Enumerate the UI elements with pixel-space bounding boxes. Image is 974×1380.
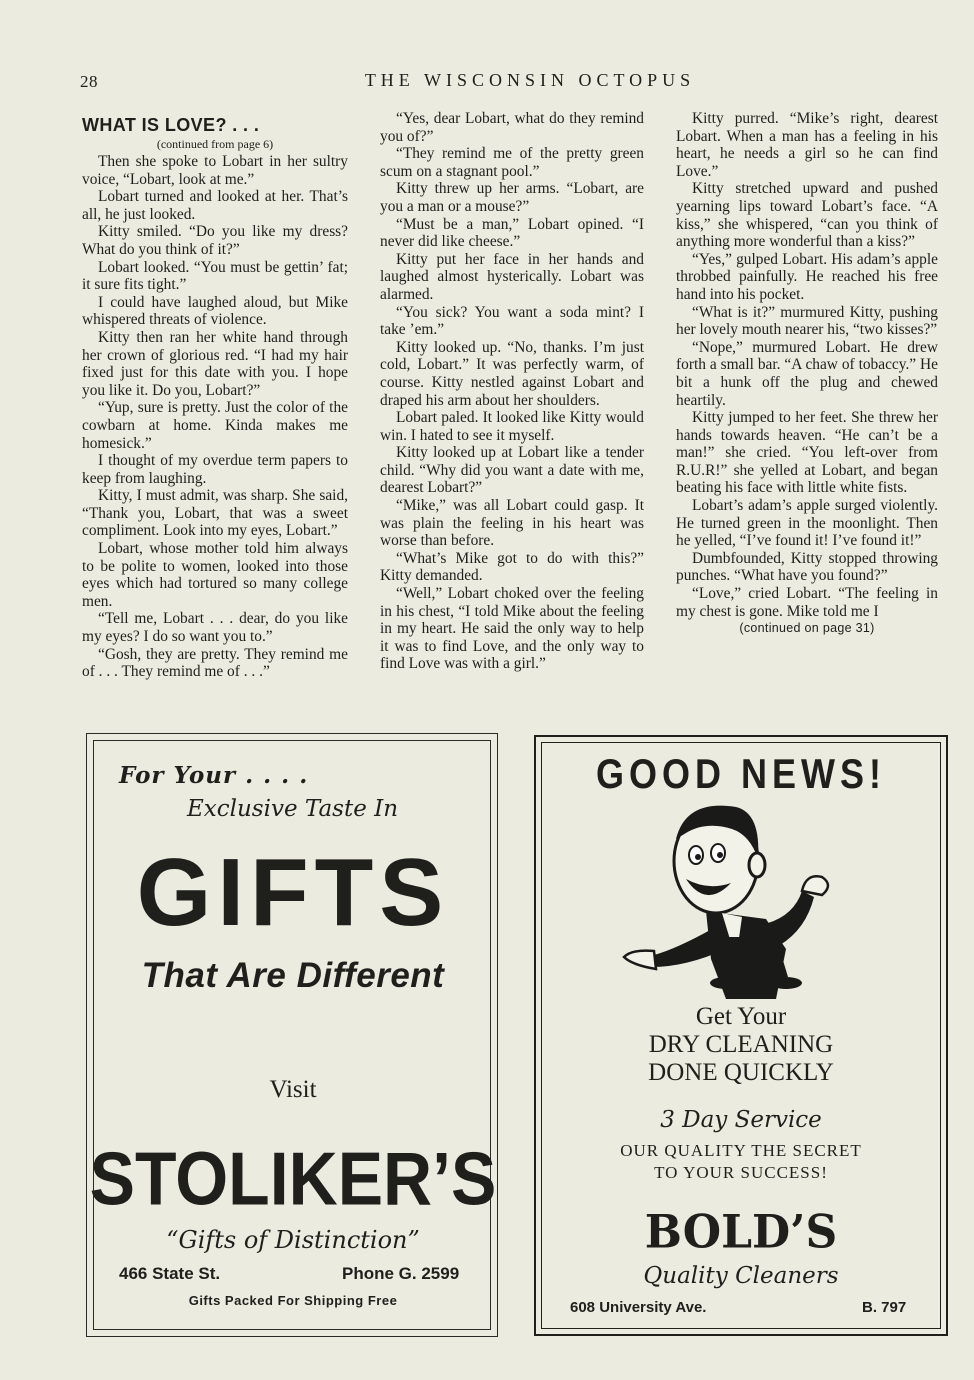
article-paragraph: Lobart’s adam’s apple surged violently. He turned green in the moonlight. Then he yelled, “I’ve found it! I’ve found it!” <box>676 497 938 550</box>
cleaners-address: 608 University Ave. <box>570 1299 707 1316</box>
article-paragraph: I could have laughed aloud, but Mike whispered threats of violence. <box>82 293 348 329</box>
article-paragraph: “Yes,” gulped Lobart. His adam’s apple throbbed painfully. He reached his free hand into his pocket. <box>676 250 938 303</box>
stolikers-gifts-ad <box>86 733 498 1337</box>
article-paragraph: “They remind me of the pretty green scum on a stagnant pool.” <box>380 145 644 180</box>
cartoon-hand-right <box>802 876 828 895</box>
dry-cleaning-line: DRY CLEANING <box>648 1031 834 1058</box>
gifts-subhead: That Are Different <box>141 956 445 995</box>
three-day-service: 3 Day Service <box>660 1107 822 1133</box>
article-paragraph: “What is it?” murmured Kitty, pushing her lovely mouth nearer his, “two kisses?” <box>676 303 938 339</box>
article-paragraph: Kitty put her face in her hands and laughed almost hysterically. Lobart was alarmed. <box>380 250 644 303</box>
store-name-stolikers: STOLIKER’S <box>89 1137 497 1221</box>
article-column-2 <box>380 110 644 673</box>
ad-line-exclusive: Exclusive Taste In <box>187 796 399 822</box>
cleaners-phone: B. 797 <box>862 1299 907 1316</box>
article-paragraph: Kitty, I must admit, was sharp. She said, “Thank you, Lobart, that was a sweet compliment. Look into my eyes, Lobart.” <box>82 487 348 540</box>
article-paragraph: Kitty looked up. “No, thanks. I’m just cold, Lobart.” It was perfectly warm, of course. Kitty nestled against Lobart and draped his arm about her shoulders. <box>380 338 644 409</box>
article-paragraph: “Tell me, Lobart . . . dear, do you like my eyes? I do so want you to.” <box>82 610 348 646</box>
article-paragraph: Then she spoke to Lobart in her sultry voice, “Lobart, look at me.” <box>82 153 348 188</box>
store-phone: Phone G. 2599 <box>342 1264 460 1283</box>
continued-from: (continued from page 6) <box>156 137 274 151</box>
article-paragraph: Kitty smiled. “Do you like my dress? What do you think of it?” <box>82 223 348 258</box>
magazine-title: THE WISCONSIN OCTOPUS <box>364 70 696 90</box>
article-paragraph: “You sick? You want a soda mint? I take ’em.” <box>380 303 644 339</box>
cartoon-legs <box>536 937 946 997</box>
shipping-note: Gifts Packed For Shipping Free <box>188 1293 398 1308</box>
article-paragraph: Lobart turned and looked at her. That’s all, he just looked. <box>82 188 348 223</box>
bolds-cleaners-ad <box>534 735 948 1336</box>
quality-cleaners-tagline: Quality Cleaners <box>643 1263 839 1289</box>
store-address: 466 State St. <box>119 1264 221 1283</box>
article-paragraph: Kitty then ran her white hand through her crown of glorious red. “I had my hair fixed just for this date with you. I hope you like it. Do you, Lobart?” <box>82 328 348 399</box>
article-paragraph: “Gosh, they are pretty. They remind me of . . . They remind me of . . .” <box>82 645 348 681</box>
visit-label: Visit <box>269 1076 317 1103</box>
article-paragraph: Lobart paled. It looked like Kitty would win. I hated to see it myself. <box>380 409 644 444</box>
page-number: 28 <box>80 72 98 91</box>
article-paragraph: Lobart looked. “You must be gettin’ fat; it sure fits tight.” <box>82 258 348 294</box>
article-paragraph: Kitty threw up her arms. “Lobart, are you a man or a mouse?” <box>380 180 644 215</box>
article-paragraph: Kitty stretched upward and pushed yearning lips toward Lobart’s face. “A kiss,” she whispered, “can you think of anything more wonderful than a kiss?” <box>676 180 938 251</box>
ad-line-for-your: For Your . . . . <box>119 762 309 789</box>
done-quickly-line: DONE QUICKLY <box>648 1059 834 1086</box>
article-paragraph: Kitty jumped to her feet. She threw her hands towards heaven. “He can’t be a man!” she cried. “You left-over from R.U.R!” she yelled at Lobart, and began beating his face with little white fists. <box>676 409 938 497</box>
gifts-headline: GIFTS <box>136 839 450 946</box>
article-paragraph: Lobart, whose mother told him always to be polite to women, looked into those eyes which had tortured so many college men. <box>82 540 348 610</box>
gifts-slogan: “Gifts of Distinction” <box>166 1226 420 1254</box>
article-paragraph: “Well,” Lobart choked over the feeling in his chest, “I told Mike about the feeling in my heart. He said the only way to help it was to find Love, and the only way to find Love was with a girl.” <box>380 585 644 673</box>
quality-slogan-line-2: TO YOUR SUCCESS! <box>654 1163 828 1182</box>
continued-on: (continued on page 31) <box>739 621 875 636</box>
article-paragraph: “Mike,” was all Lobart could gasp. It was plain the feeling in his heart was worse than before. <box>380 497 644 550</box>
article-paragraph: “Yup, sure is pretty. Just the color of the cowbarn at home. Kinda makes me homesick.” <box>82 399 348 452</box>
article-column-3 <box>676 110 938 636</box>
good-news-headline: GOOD NEWS! <box>596 749 886 797</box>
article-paragraph: Kitty looked up at Lobart like a tender child. “Why did you want a date with me, dearest Lobart?” <box>380 444 644 497</box>
article-paragraph: “What’s Mike got to do with this?” Kitty demanded. <box>380 549 644 585</box>
get-your-line: Get Your <box>695 1003 787 1030</box>
article-paragraph: Dumbfounded, Kitty stopped throwing punches. “What have you found?” <box>676 549 938 585</box>
quality-slogan-line-1: OUR QUALITY THE SECRET <box>620 1141 862 1160</box>
article-paragraph: “Love,” cried Lobart. “The feeling in my chest is gone. Mike told me I <box>676 585 938 620</box>
store-name-bolds: BOLD’S <box>644 1205 838 1260</box>
article-paragraph: I thought of my overdue term papers to keep from laughing. <box>82 452 348 487</box>
article-paragraph: Kitty purred. “Mike’s right, dearest Lobart. When a man has a feeling in his heart, he needs a girl so he can find Love.” <box>676 110 938 180</box>
article-column-1 <box>82 110 348 681</box>
article-paragraph: “Yes, dear Lobart, what do they remind you of?” <box>380 110 644 145</box>
cartoon-ear <box>749 853 765 877</box>
article-paragraph: “Must be a man,” Lobart opined. “I never did like cheese.” <box>380 215 644 251</box>
article-title: WHAT IS LOVE? . . . <box>82 115 260 135</box>
article-paragraph: “Nope,” murmured Lobart. He drew forth a small bar. “A chaw of tobaccy.” He bit a hunk off the plug and chewed heartily. <box>676 338 938 409</box>
